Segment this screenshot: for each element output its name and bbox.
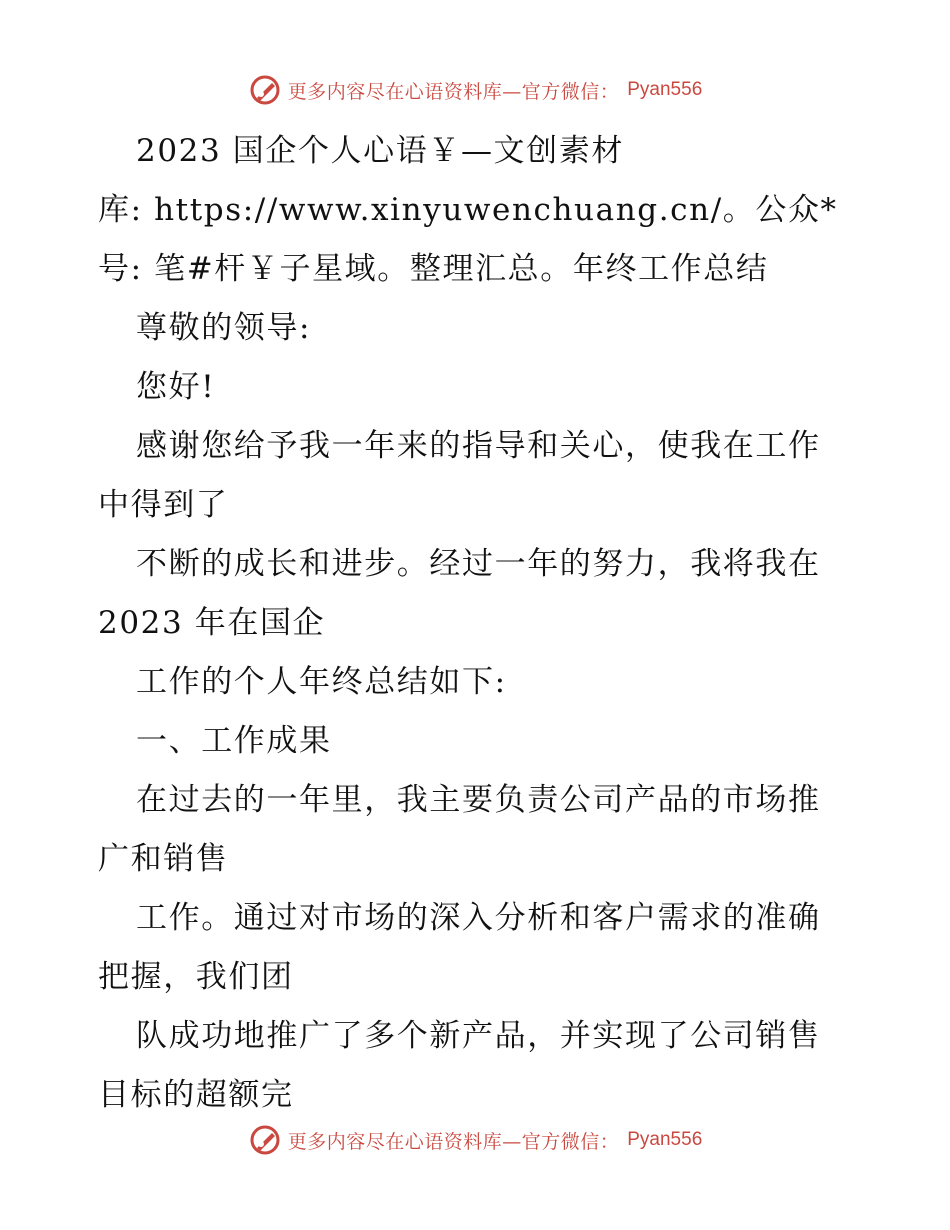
text-line: 尊敬的领导: — [136, 310, 312, 346]
text-line: 感谢您给予我一年来的指导和关心，使我在工作 — [136, 428, 821, 464]
pen-logo-icon — [248, 1123, 282, 1157]
text-line: 您好! — [136, 369, 216, 405]
watermark-wechat-id: Pyan556 — [627, 1129, 703, 1150]
text-line: 工作的个人年终总结如下: — [136, 664, 507, 700]
text-line: 目标的超额完 — [98, 1077, 294, 1113]
header-watermark — [0, 70, 950, 110]
section-heading: 一、工作成果 — [136, 723, 332, 759]
document-body — [98, 122, 858, 1125]
text-line: 在过去的一年里，我主要负责公司产品的市场推 — [136, 782, 821, 818]
text-line: 库: https://www.xinyuwenchuang.cn/。公众* — [98, 192, 838, 228]
pen-logo-icon — [248, 73, 282, 107]
watermark-text: 更多内容尽在心语资料库—官方微信： — [287, 80, 620, 103]
text-line: 工作。通过对市场的深入分析和客户需求的准确 — [136, 900, 821, 936]
text-line: 中得到了 — [98, 487, 229, 523]
text-line: 把握，我们团 — [98, 959, 294, 995]
watermark-text: 更多内容尽在心语资料库—官方微信： — [287, 1130, 620, 1153]
footer-watermark — [0, 1120, 950, 1160]
watermark-wechat-id: Pyan556 — [627, 79, 703, 100]
text-line: 号: 笔#杆￥子星域。整理汇总。年终工作总结 — [98, 251, 769, 287]
text-line: 2023 年在国企 — [98, 605, 326, 641]
text-line: 2023 国企个人心语￥—文创素材 — [136, 133, 624, 169]
text-line: 广和销售 — [98, 841, 229, 877]
text-line: 不断的成长和进步。经过一年的努力，我将我在 — [136, 546, 821, 582]
text-line: 队成功地推广了多个新产品，并实现了公司销售 — [136, 1018, 821, 1054]
